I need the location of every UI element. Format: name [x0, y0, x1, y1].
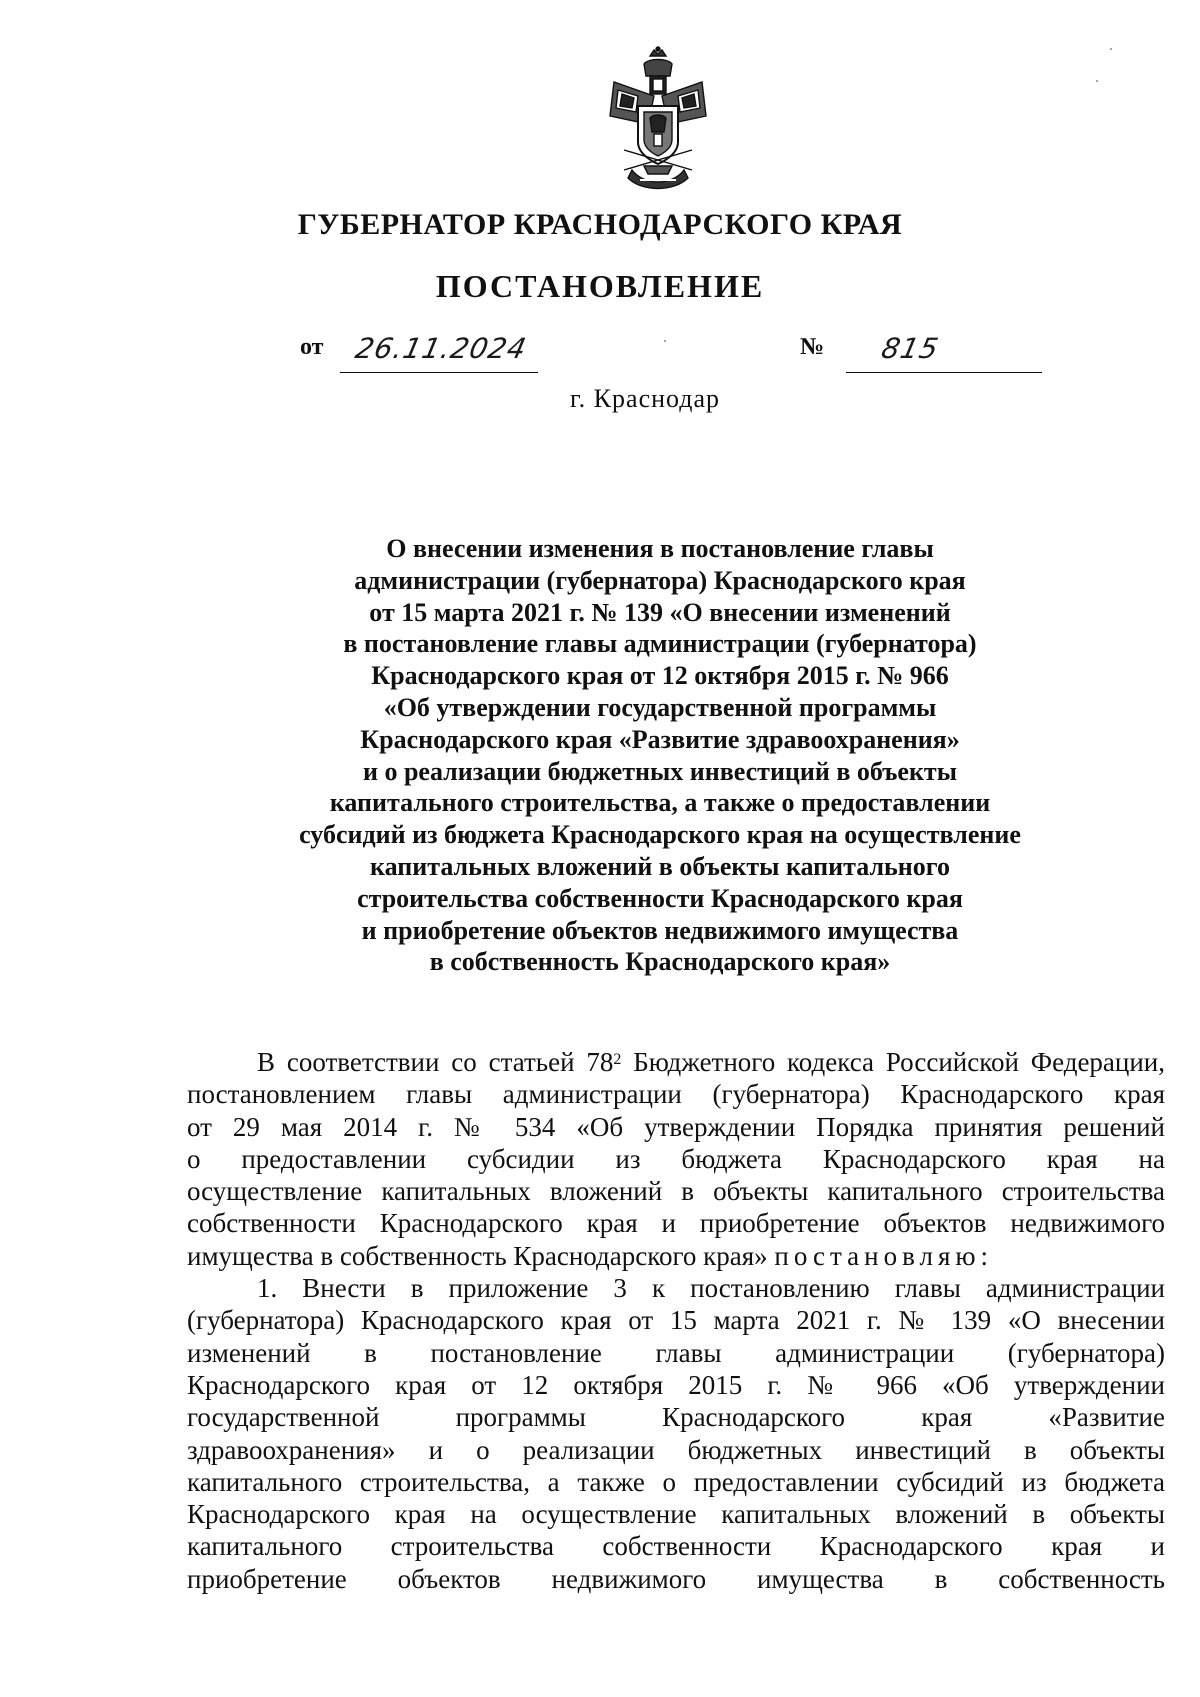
title-line: субсидий из бюджета Краснодарского края на осуществление: [299, 820, 1021, 850]
paragraph-1-line: от 29 мая 2014 г. № 534 «Об утверждении Порядка принятия решений: [187, 1111, 1165, 1142]
paragraph-2-line: капитального строительства собственности Краснодарского края и: [187, 1531, 1165, 1562]
number-field: [846, 332, 1042, 373]
paragraph-1-line: [187, 1240, 1165, 1272]
title-line: «Об утверждении государственной программы: [383, 692, 937, 722]
paragraph-2-line: Краснодарского края на осуществление капитальных вложений в объекты: [187, 1499, 1165, 1530]
document-type: ПОСТАНОВЛЕНИЕ: [435, 268, 765, 304]
number-label: №: [800, 334, 825, 360]
article-superscript: 2: [613, 1051, 622, 1068]
p1-last-text: имущества в собственность Краснодарского края»: [187, 1240, 768, 1271]
document-body: [187, 1046, 1165, 1595]
title-line: Краснодарского края от 12 октября 2015 г. № 966: [371, 661, 949, 691]
paragraph-1-line: [187, 1046, 1165, 1078]
paragraph-2-line: изменений в постановление главы администрации (губернатора): [187, 1337, 1165, 1368]
title-line: и приобретение объектов недвижимого имущества: [361, 915, 959, 945]
title-line: строительства собственности Краснодарского края: [357, 883, 963, 913]
paragraph-1-line: о предоставлении субсидии из бюджета Краснодарского края на: [187, 1143, 1165, 1174]
date-field: [340, 332, 538, 373]
date-label: от: [300, 334, 324, 360]
title-line: в собственность Краснодарского края»: [429, 947, 891, 977]
paragraph-1-line: собственности Краснодарского края и приобретение объектов недвижимого: [187, 1208, 1165, 1239]
p1-first-text-tail: Бюджетного кодекса Российской Федерации,: [621, 1047, 1166, 1077]
paragraph-2-line: (губернатора) Краснодарского края от 15 марта 2021 г. № 139 «О внесении: [187, 1305, 1165, 1336]
paragraph-2-line: приобретение объектов недвижимого имущества в собственность: [187, 1563, 1165, 1594]
document-title: [240, 533, 1080, 978]
paragraph-2-line: здравоохранения» и о реализации бюджетных инвестиций в объекты: [187, 1434, 1165, 1465]
title-line: капитального строительства, а также о предоставлении: [329, 788, 991, 818]
handwritten-date: 26.11.2024: [352, 332, 530, 365]
decree-word: постановляю:: [774, 1240, 994, 1271]
scan-speck: [1110, 48, 1112, 50]
paragraph-2-line: государственной программы Краснодарского края «Развитие: [187, 1402, 1165, 1433]
p1-first-text: В соответствии со статьей 78: [257, 1047, 614, 1077]
paragraph-2-line: 1. Внести в приложение 3 к постановлению главы администрации: [257, 1273, 1165, 1304]
scan-speck: [1096, 80, 1098, 82]
title-line: капитальных вложений в объекты капитального: [370, 851, 950, 881]
title-line: и о реализации бюджетных инвестиций в объекты: [362, 756, 958, 786]
issuer-title: ГУБЕРНАТОР КРАСНОДАРСКОГО КРАЯ: [297, 208, 903, 241]
coat-of-arms-icon: [604, 46, 712, 196]
handwritten-number: 815: [878, 332, 942, 365]
paragraph-1-line: осуществление капитальных вложений в объекты капитального строительства: [187, 1176, 1165, 1207]
title-line: Краснодарского края «Развитие здравоохранения»: [360, 724, 960, 754]
title-line: в постановление главы администрации (губернатора): [343, 629, 977, 659]
city-name: г. Краснодар: [569, 384, 721, 413]
paragraph-2-line: Краснодарского края от 12 октября 2015 г. № 966 «Об утверждении: [187, 1369, 1165, 1400]
paragraph-2-line: капитального строительства, а также о предоставлении субсидий из бюджета: [187, 1466, 1165, 1497]
paragraph-1-line: постановлением главы администрации (губернатора) Краснодарского края: [187, 1079, 1165, 1110]
title-line: от 15 марта 2021 г. № 139 «О внесении изменений: [369, 597, 951, 627]
title-line: администрации (губернатора) Краснодарского края: [354, 565, 966, 595]
title-line: О внесении изменения в постановление главы: [386, 534, 934, 563]
scan-speck: [664, 340, 666, 342]
